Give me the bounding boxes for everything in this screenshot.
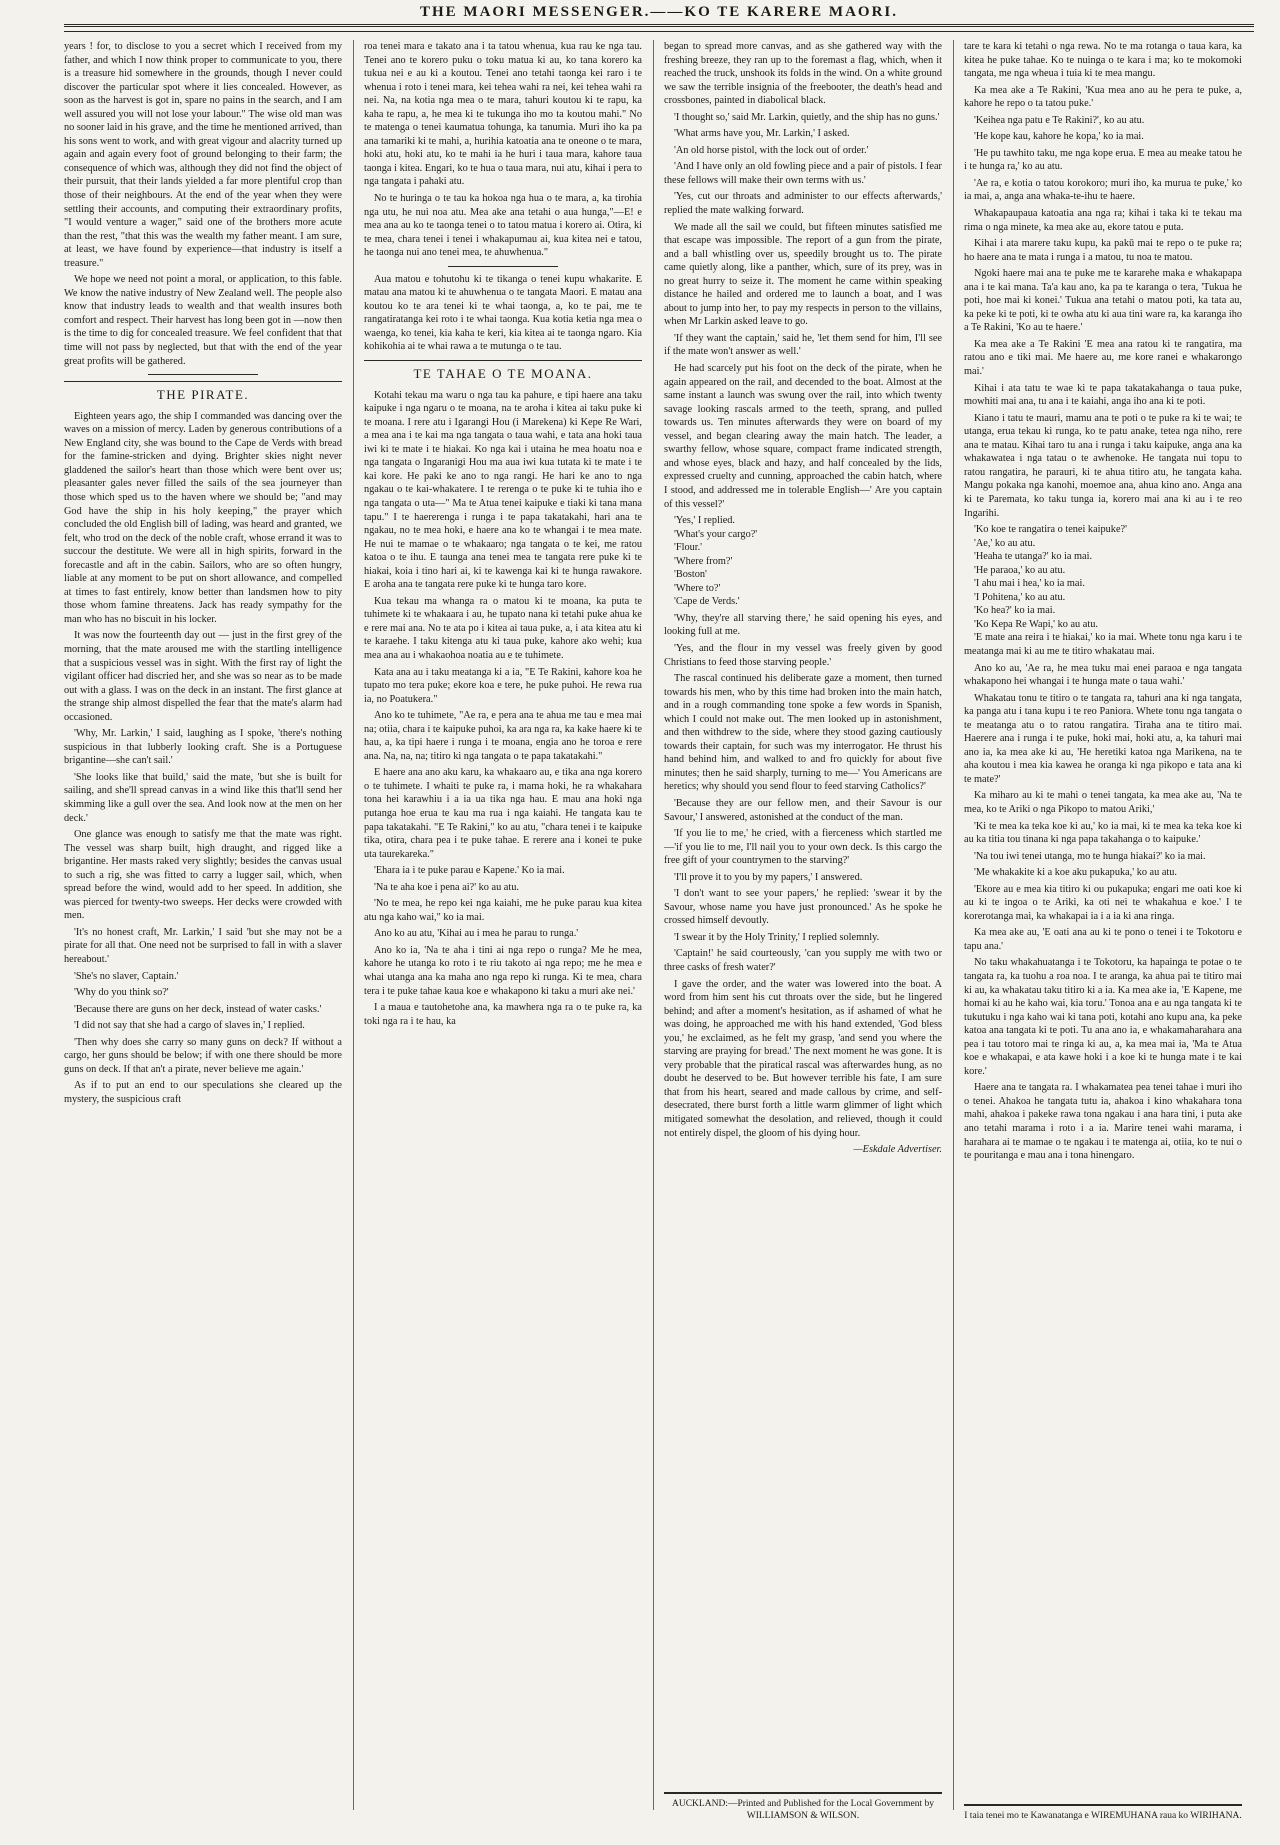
masthead-rule [64, 24, 1254, 32]
divider [448, 266, 558, 267]
paragraph: I gave the order, and the water was lowered into the boat. A word from him sent his cut throats over the side, but he lingered behind; and after a moment's hesitation, as if ashamed of what he was doing, he approached me with his hand extended, 'God bless you,' he exclaimed, as he felt my grasp, 'and send you where the starving are praying for bread.' The next moment he was gone. It is very probable that the piratical rascal was afterwardes hung, as no doubt he deserved to be. But however terrible his fate, I am sure that from his heart, seared and made callous by crime, and self-desecrated, there burst forth a little warm glimmer of light which mitigated somewhat the desolation, and relieved, though it could not entirely dispel, the gloom of his dying hour. [664, 978, 942, 1139]
column-4 [964, 40, 1242, 1822]
column-2 [364, 40, 642, 1822]
paragraph: Ka mea ake au, 'E oati ana au ki te pono o tenei i te Tokotoru e tapu ana.' [964, 927, 1242, 952]
paragraph: 'I thought so,' said Mr. Larkin, quietly, and the ship has no guns.' [674, 111, 940, 123]
paragraph: He had scarcely put his foot on the deck of the pirate, when he again appeared on the rail, and decended to the boat. Almost at the same instant a launch was swung over the rail, into which twenty savage looking rascals armed to the teeth, sprang, and pulled towards us. Ten minutes afterwards they were on board of my vessel, and began clearing away the main hatch. The leader, a swarthy fellow, whose square, compact frame indicated strength, and whose eyes, black and hazy, and half concealed by the lids, expressed cruelty and cunning, approached the cabin hatch, where I stood, and addressed me in tolerable English—' Are you captain of this vessel?' [664, 363, 942, 510]
paragraph: 'Ehara ia i te puke parau e Kapene.' Ko ia mai. [374, 865, 565, 877]
paragraph: I a maua e tautohetohe ana, ka mawhera nga ra o te puke ra, ka toki nga ra i te hau, ka [364, 1002, 642, 1027]
paragraph: 'Captain!' he said courteously, 'can you supply me with two or three casks of fresh water?' [664, 948, 942, 973]
paragraph: We made all the sail we could, but fifteen minutes satisfied me that escape was impossible. The report of a gun from the pirate, and a ball whistling over us, speedily brought us to. The pirate came quietly along, like a panther, which, sure of its prey, was in no great hurry to seize it. The moment he came within speaking distance he hailed and ordered me to launch a boat, and I was about to jump into her, to pay my respects in person to the villains, when Mr Larkin asked leave to go. [664, 221, 942, 328]
paragraph: Aua matou e tohutohu ki te tikanga o tenei kupu whakarite. E matau ana matou ki te ahuwhenua o te tangata Maori. E matau ana koutou ko te ara tenei ki te whai taonga, a, ko te pai, me te rangatiratanga kei roto i te whai taonga. Kua kotia ketia nga mea o waenga, ko tenei, kia kaha te keri, kia kitea ai te taonga ngaro. Kia kohikohia ai te whai rawa a te mutunga o te tau. [364, 273, 642, 353]
paragraph: 'Cape de Verds.' [674, 596, 740, 608]
paragraph: Eighteen years ago, the ship I commanded was dancing over the waves on a mission of mercy. Laden by generous contributions of a New England city, she was bound to the Cape de Verds with bread for the famine-stricken and dying. Brighter skies night never gladdened the sailor's heart than those which were bent over us; pleasanter gales never filled the sails of the sea journeyer than those which sped us to the haven where we should be; "and may God have the ship in his holy keeping," the prayer which concluded the old English bill of lading, was heard and granted, we felt, who trod on the deck of the noble craft, whose errand it was to succour the destitute. We were all in high spirits, forward in the forecastle and aft in the cabin. Sailors, who are so often hungry, liable at any moment to be put on short allowance, and compelled at times to fast entirely, know better than landsmen how to pity those whom famine threatens. Jack has ready sympathy for the man who has no biscuit in his locker. [64, 410, 342, 625]
paragraph: Ka mea ake a Te Rakini, 'Kua mea ano au he pera te puke, a, kahore he repo o ta tatou puke.' [964, 84, 1242, 110]
paragraph: Ano ko ia, 'Na te aha i tini ai nga repo o runga? Me he mea, kahore he utanga ko roto i te riu takoto ai nga repo; me he mea e whai utanga ana ka maha ano nga repo ki runga. Ki te mea, chara tera i te puke tahae kaua koe e whakapono ki taku a muri ake nei.' [364, 944, 642, 997]
paragraph: 'Ae,' ko au atu. [974, 537, 1036, 549]
paragraph: 'Because there are guns on her deck, instead of water casks.' [74, 1003, 322, 1015]
paragraph: E haere ana ano aku karu, ka whakaaro au, e tika ana nga korero o te tuhimete. I whaiti te puke ra, i mama hoki, he ra whakahara tona hei karawhiu i a ia ua tika nga hau. E mau ana hoki nga putanga hoe erua te kau ma rua i nga kaiahi. He tangata kau te papa takatakahi. "E Te Rakini," ko au atu, "chara tenei i te kaipuke tika, otira, chara pea i te puke tahae. E rerere ana i konei te puke uta taurekareka." [364, 767, 642, 860]
article-heading: THE PIRATE. [64, 381, 342, 402]
column-divider [653, 40, 654, 1810]
paragraph: 'Keihea nga patu e Te Rakini?', ko au atu. [974, 114, 1145, 126]
paragraph: Kihai i ata tatu te wae ki te papa takatakahanga o taua puke, mowhiti mai ana, tu ana i te kaiahi, anga iho ana ki te poti. [964, 382, 1242, 408]
paragraph: As if to put an end to our speculations she cleared up the mystery, the suspicious craft [64, 1080, 342, 1105]
paragraph: began to spread more canvas, and as she gathered way with the freshing breeze, they ran up to the foremast a flag, which, when it reached the truck, unshook its folds in the wind. On a white ground we saw the terrible insignia of the freebooter, the death's head and crossbones, painted in diabolical black. [664, 41, 942, 107]
paragraph: 'Me whakakite ki a koe aku pukapuka,' ko au atu. [974, 867, 1178, 879]
paragraph: 'Boston' [674, 569, 707, 581]
paragraph: Ano ko au, 'Ae ra, he mea tuku mai enei paraoa e nga tangata whakapono hei whangai i te hunga mate o taua wahi.' [964, 662, 1242, 688]
paragraph: 'Then why does she carry so many guns on deck? If without a cargo, her guns should be below; if with one there should be more guns on deck. If that an't a pirate, never believe me again.' [64, 1036, 342, 1075]
paragraph: 'An old horse pistol, with the lock out of order.' [674, 144, 869, 156]
imprint: I taia tenei mo te Kawanatanga e WIREMUHANA raua ko WIRIHANA. [964, 1804, 1242, 1822]
paragraph: years ! for, to disclose to you a secret which I received from my father, and which I now think proper to communicate to you, there is a treasure hid somewhere in the grounds, though I never could discover the particular spot where it lies concealed. However, as soon as the harvest is got in, spare no pains in the search, and I am well assured you will not lose your labour." The wise old man was no sooner laid in his grave, and the time he mentioned arrived, than his sons went to work, and with great vigour and alacrity turned up again and again every foot of ground belonging to their farm; the consequence of which was, although they did not find the object of their pursuit, that their lands yielded a far more plentiful crop than those of their neighbours. At the end of the year when they were settling their accounts, and computing their extraordinary profits, "I would venture a wager," said one of the brothers more acute than the rest, "that this was the wealth my father meant. I am sure, at least, we have found by experience—that industry is itself a treasure." [64, 41, 342, 269]
divider [148, 374, 258, 375]
paragraph: 'I don't want to see your papers,' he replied: 'swear it by the Savour, whose name you have just pronounced.' As he spoke he crossed himself devoutly. [664, 888, 942, 927]
paragraph: No taku whakahuatanga i te Tokotoru, ka hapainga te potae o te tangata ra, ka tuohu a roa noa. I te aranga, ka ahua pai te titiro mai ki au, ka whakatau taku titiro ki a ia. Ka mea ake ia, 'E Kapene, me homai ki au he kaho wai, kia toru.' Tonoa ana e au nga tangata ki te tukutuku i nga kaho wai ki tana poti, kotahi ano kupu ana, ka peke katoa ana tangata ki te poti. Tu ana ano ia, e whakamaharahara ana pea i tau totoro mai te ringa ki au, a, ka mea mai ia, 'Ma te Atua koe e whakapai, e ata kawe hoki i a koe ki te hunga mate i te kai kore.' [964, 957, 1242, 1077]
paragraph: 'Ko koe te rangatira o tenei kaipuke?' [974, 524, 1127, 536]
paragraph: 'Yes,' I replied. [674, 515, 736, 527]
paragraph: Whakapaupaua katoatia ana nga ra; kihai i taka ki te tekau ma rima o nga minete, ka mea ake au, ekore tatou e puta. [964, 208, 1242, 233]
paragraph: 'Yes, cut our throats and administer to our effects afterwards,' replied the mate walking forward. [664, 191, 942, 217]
paragraph: Kotahi tekau ma waru o nga tau ka pahure, e tipi haere ana taku kaipuke i nga ngaru o te moana, na te aroha i kitea ai taku puke ki te moana. I rere atu i Igarangi Hou (i Marekena) ki Kepe Re Wari, a mea ana i te kai ma nga tangata o taua wahi, e tata ana hoki taua iwi ki te mate i te hiakai. Ko nga kai i utaina he mea hoatu noa e nga tangata o Ingaranigi Hou ma aua iwi kua tutata ki te mate i te kai kore. He paki ke ano to nga rangi. He hari ke ano to nga ngakau o te kai-whakatere. I te rerenga o te puke ki te tuhia iho e nga tangata o uta—" Ma te Atua tenei kaipuke e tiaki ki tana mana tapu." I te haererenga i runga i te papa takatakahi, hari ana te ngakau, no te mea hoki, e haere ana ko te whangai i te mea mate. He nui te mamae o te whakaaro; nga tangata o te kei, me ratou katoa o te ihu. E taunga ana tenei mea te tangata rere puke ki te hiakai, koia i tino hari ai, ki te kawenga kai ki te hunga rawakore. E aroha ana te tangata rere puke ki te hunga taro kore. [364, 389, 642, 591]
paragraph: No te huringa o te tau ka hokoa nga hua o te mara, a, ka tirohia nga utu, he nui noa atu. Mea ake ana tetahi o aua hunga,"—E! e mea ana au ko te taonga tenei o to tatou matua i korero ai. Otira, ki te mea, chara tenei i tenei i whakapumau ai, kua kitea nei e tatou, he taonga nui ano tenei mea, te ahuwhenua." [364, 193, 642, 259]
paragraph: 'I Pohitena,' ko au atu. [974, 591, 1066, 603]
paragraph: 'I did not say that she had a cargo of slaves in,' I replied. [74, 1020, 305, 1032]
column-1 [64, 40, 342, 1822]
column-divider [353, 40, 354, 1810]
paragraph: 'Ae ra, e kotia o tatou korokoro; muri iho, ka muruа te puke,' ko ia mai, a, anga ana whaka-te-ihu te haere. [964, 177, 1242, 203]
paragraph: Ano ko te tuhimete, "Ae ra, e pera ana te ahua me tau e mea mai na; otiia, chara i te kaipuke puhoi, ka ara nga ra, ka kake haere ki te hau, a, ka tipi haere i runga i te moana, engia ano he toroa e rere ana. Na, na, na; titiro ki nga tangata o te papa takatakahi." [364, 710, 642, 762]
paragraph: 'What's your cargo?' [674, 528, 758, 540]
paragraph: Ka mea ake a Te Rakini 'E mea ana ratou ki te rangatira, ma ratou ano e tiki mai. Me haere au, me kore ranei e whakarongo mai.' [964, 338, 1242, 378]
paragraph: roa tenei mara e takato ana i ta tatou whenua, kua rau ke nga tau. Tenei ano te korero puku o toku matua ki au, ko tana korero ka tukua nei e au ki a koutou. Tenei ano tetahi taonga kei raro i te whenua i roto i tenei mara, kei tehea wahi ra nei, kei tehea wahi ra nei. Na, na kotia nga mea o te mara, tahuri koutou ki te rapu, ka kaha te rapu, a, he mea ki te tukunga iho mo ta koutou mahi." No te matenga o tenei kaumatua tohunga, ka tanumia. Muri iho ka pa ana tamariki ki te mahi, a, hurihia katoatia ana te oneone o te mara, hoki atu, hoki atu, ko te mahi ia he huri i taua mara, kahore taua taonga i kitea. Engari, ko te hua o taua mara, nui atu, kihai i pera to nga tangata i pahaki atu. [364, 41, 642, 188]
paragraph: 'I ahu mai i hea,' ko ia mai. [974, 578, 1085, 590]
paragraph: 'Heaha te utanga?' ko ia mai. [974, 551, 1093, 563]
paragraph: 'He pu tawhito taku, me nga kope erua. E mea au meake tatou he i te hunga ra,' ko au atu. [964, 147, 1242, 173]
paragraph: tare te kara ki tetahi o nga rewa. No te ma rotanga o taua kara, ka kitea he puke tahae. Ko te nuinga o te kara i ma; ko te mokomoki tangata, me nga wheua i tuia ki te mea mangu. [964, 41, 1242, 80]
paragraph: One glance was enough to satisfy me that the mate was right. The vessel was sharp built, high draught, and rigged like a brigantine. Her masts raked very slightly; besides the canvas usual to such a rig, she was fitted to carry a lugger sail, which, when spread before the wind, would add to her speed. In addition, she was pierced for twenty-two sweeps. Her decks were crowded with men. [64, 829, 342, 922]
paragraph: 'If they want the captain,' said he, 'let them send for him, I'll see if the mate won't answer as well.' [664, 332, 942, 358]
source-credit: —Eskdale Advertiser. [853, 1144, 942, 1156]
paragraph: Kihai i ata marere taku kupu, ka pakū mai te repo o te puke ra; ho haere ana te mata i runga i a matou, tu noa te matou. [964, 238, 1242, 263]
paragraph: 'She looks like that build,' said the mate, 'but she is built for sailing, and she'll spread canvas in a wind like this that'll send her skimming like a gull over the sea. And look now at the men on her deck.' [64, 771, 342, 824]
paragraph: 'He paraoa,' ko au atu. [974, 564, 1066, 576]
paragraph: 'Why, Mr. Larkin,' I said, laughing as I spoke, 'there's nothing suspicious in that lubberly looking craft. She is a Portuguese brigantine—she can't sail.' [64, 728, 342, 767]
paragraph: Kua tekau ma whanga ra o matou ki te moana, ka puta te tuhimete ki te whakaara i au, he tupato nana ki tetahi puke ahua ke e rere mai ana. No te ata po i kitea ai taua puke, a, i ata kitea atu ki te karaehe. I taku kitenga atu ki taua puke, kahore ako wehi; kua mea ana au i whakaohoa noatia au e te tuhimete. [364, 595, 642, 661]
column-divider [953, 40, 954, 1810]
paragraph: 'E mate ana reira i te hiakai,' ko ia mai. Whete tonu nga karu i te meatanga mai ki au me te titiro whakatau mai. [964, 632, 1242, 657]
paragraph: 'I swear it by the Holy Trinity,' I replied solemnly. [674, 931, 880, 943]
paragraph: The rascal continued his deliberate gaze a moment, then turned towards his men, who by this time had broken into the main hatch, and in a rough commanding tone spoke a few words in Spanish, which I could not make out. The men looked up in astonishment, and then withdrew to the side, where they stood gazing cautiously towards their captain, for such was my interrogator. He thrust his hand behind him, and walked to and fro quickly for about five minutes; then he said sharply, turning to me—' You Americans are heretics; why should you send flour to feed starving Catholics?' [664, 673, 942, 793]
newspaper-page [64, 0, 1254, 1845]
column-body [964, 40, 1242, 1760]
paragraph: 'Ko hea?' ko ia mai. [974, 605, 1056, 617]
paragraph: 'Ki te mea ka teka koe ki au,' ko ia mai, ki te mea ka teka koe ki au ka titia tou tinana ki nga papa takahanga o to kaipuke.' [964, 820, 1242, 846]
paragraph: 'Na te aha koe i pena ai?' ko au atu. [374, 881, 519, 893]
column-body [664, 40, 942, 1760]
column-3 [664, 40, 942, 1822]
paragraph: 'She's no slaver, Captain.' [74, 970, 179, 982]
paragraph: 'Where to?' [674, 582, 721, 594]
paragraph: We hope we need not point a moral, or application, to this fable. We know the native industry of New Zealand well. The people also know that industry leads to wealth and that wealth insures both comfort and respect. Their harvest has long been got in —now then is the time to dig for concealed treasure. We feel confident that that time will not pass by neglected, but that with the end of the year great profits will be gathered. [64, 274, 342, 367]
paragraph: 'Na tou iwi tenei utanga, mo te hunga hiakai?' ko ia mai. [974, 850, 1206, 862]
paragraph: Haere ana te tangata ra. I whakamatea pea tenei tahae i muri iho o tenei. Ahakoa he tangata tutu ia, ahakoa i kino whakahara tona mahi, ahakoa i pakeke rawa tona ngakau i ana hara tini, i puta ake ano tetahi marama i roto i a ia. Marire tenei wahi marama, i harahara ai te mamae o te ngakau i te matenga ai, otiia, ko te nui o te pouritanga e mau ana i tona hinengaro. [964, 1082, 1242, 1162]
paragraph: Kiano i tatu te mauri, mamu ana te poti o te puke ra ki te wai; te utanga, erua tekau ki runga, ko te patu anake, tetea nga niho, rere ana te matau. Kihai taro tu ana i runga i taku kaipuke, anga ana ka whakawatea i nga tatau o te awhenoke. He tangata nui topu to ratou rangatira, he parauri, ki te ahua titiro atu, he tangata kaha. Mangu pokaka nga kanohi, moemoe ana, ahua kino ano. Anga ana ki te Paremata, ko taku tunga ia, korero mai ana ki au i te reo Ingarihi. [964, 412, 1242, 519]
paragraph: 'Why, they're all starving there,' he said opening his eyes, and looking full at me. [664, 612, 942, 638]
paragraph: 'And I have only an old fowling piece and a pair of pistols. I fear these fellows will make their own terms with us.' [664, 161, 942, 186]
paragraph: 'If you lie to me,' he cried, with a fierceness which startled me—'if you lie to me, I'll nail you to your own deck. Is this cargo the free gift of your countrymen to the starving?' [664, 828, 942, 867]
paragraph: Kata ana au i taku meatanga ki a ia, "E Te Rakini, kahore koa he tupato mo tera puke; ekore koa e tere, he puke puhoi. He rewa rua ia, no Poatukera." [364, 666, 642, 705]
paragraph: Ngoki haere mai ana te puke me te kararehe maka e whakapapa ana i te kai mana. Ta'a kau ano, ka pa te karanga o tera, 'Tukua he poti, hoe mai ki konei.' Tukua ana tetahi o matou poti, ka tata au, ka peke ki te poti, ki te owha atu ki aua tini ware ra, ka karanga iho a Te Rakini, 'Ko au te haere.' [964, 268, 1242, 334]
imprint: AUCKLAND:—Printed and Published for the Local Government by WILLIAMSON & WILSON. [664, 1792, 942, 1822]
paragraph: Ano ko au atu, 'Kihai au i mea he parau to runga.' [374, 928, 579, 940]
paragraph: 'No te mea, he repo kei nga kaiahi, me he puke parau kua kitea atu nga kaho wai," ko ia mai. [364, 898, 642, 923]
paragraph: Ka miharo au ki te mahi o tenei tangata, ka mea ake au, 'Na te mea, ko te Ariki o nga Pikopo to matou Ariki,' [964, 790, 1242, 815]
paragraph: 'Where from?' [674, 555, 733, 567]
paragraph: 'I'll prove it to you by my papers,' I answered. [674, 871, 863, 883]
article-heading: TE TAHAE O TE MOANA. [364, 360, 642, 381]
paragraph: 'He kope kau, kahore he kopa,' ko ia mai. [974, 131, 1144, 143]
paragraph: 'Why do you think so?' [74, 987, 169, 999]
paragraph: 'Because they are our fellow men, and their Savour is our Savour,' I answered, astonished at the conduct of the man. [664, 797, 942, 823]
paragraph: 'Ekore au e mea kia titiro ki ou pukapuka; engari me oati koe ki au ki te ingoa o te Ariki, ka oti nei te whakahua e koe.' I te korerotanga mai, ka whakapai ia i a ia ki ana ringa. [964, 883, 1242, 922]
paragraph: 'Flour.' [674, 542, 703, 554]
paragraph: Whakatau tonu te titiro o te tangata ra, tahuri ana ki nga tangata, ka panga atu i tana kupu i te reo Paniora. Whete tonu nga tangata o te meatanga atu o to ratou rangatira. Tiraha ana te titiro mai. Haerere ana i runga i te puke, hoki mai, hoki atu, a, ka tahuri mai ano ia, ka mea ake ki au, 'He heretiki katoa nga Marikena, na te aha koutou i mea kia kawea he oranga ki nga pikopo e tata ana ki te mate?' [964, 692, 1242, 785]
paragraph: 'Ko Kepa Re Wapi,' ko au atu. [974, 618, 1098, 630]
paragraph: It was now the fourteenth day out — just in the first grey of the morning, that the mate aroused me with the startling intelligence that a suspicious vessel was in sight. With the first ray of light the vigilant officer had discried her, and she was so near as to be made out with a glass. I was on the deck in an instant. The first glance at the strange ship almost dispelled the fear that the mate's alarm had occasioned. [64, 630, 342, 723]
paragraph: 'What arms have you, Mr. Larkin,' I asked. [674, 128, 850, 140]
masthead: THE MAORI MESSENGER.——KO TE KARERE MAORI. [419, 4, 899, 20]
paragraph: 'It's no honest craft, Mr. Larkin,' I said 'but she may not be a pirate for all that. One need not be surprised to fall in with a slaver hereabout.' [64, 926, 342, 965]
paragraph: 'Yes, and the flour in my vessel was freely given by good Christians to feed those starving people.' [664, 642, 942, 668]
